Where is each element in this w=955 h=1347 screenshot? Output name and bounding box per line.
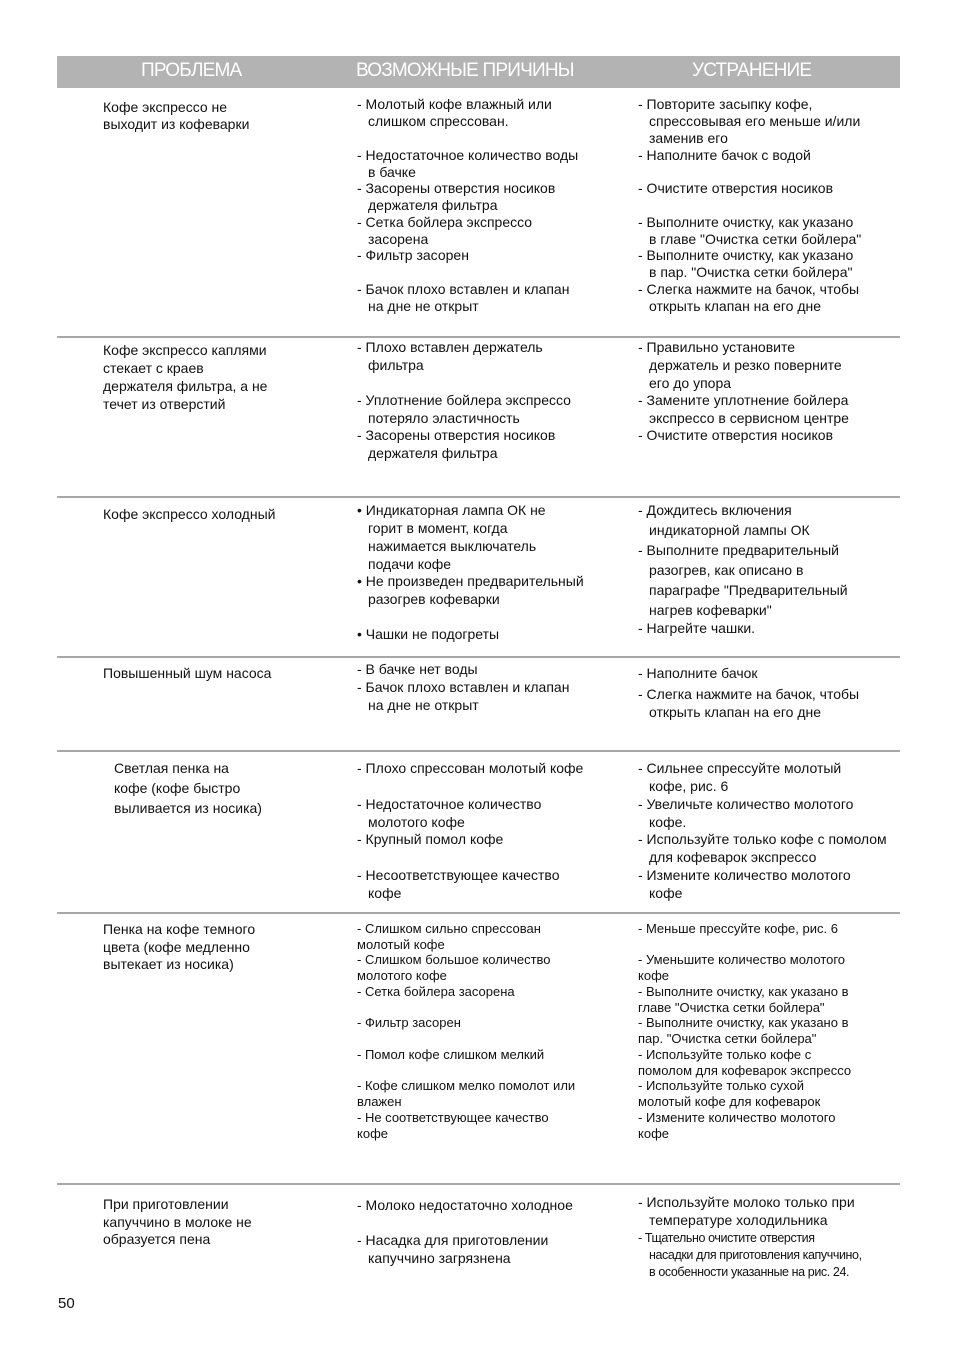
- problem-text: Кофе экспрессо холодный: [103, 506, 276, 522]
- remedy-item: - Измените количество молотого кофе: [638, 1110, 836, 1141]
- table-header: [57, 56, 900, 88]
- cause-item: - Засорены отверстия носиков держателя фильтра: [357, 180, 556, 213]
- cause-item: - Слишком сильно спрессован молотый кофе: [357, 921, 541, 952]
- remedy-item: - Выполните очистку, как указано в пар. "Очистка сетки бойлера": [638, 247, 854, 280]
- remedy-item: - Дождитесь включения индикаторной лампы ОК: [638, 502, 810, 538]
- cause-item: - Недостаточное количество молотого кофе: [357, 796, 542, 830]
- remedy-item: - Наполните бачок с водой: [638, 147, 811, 163]
- remedy-item: - Меньше прессуйте кофе, рис. 6: [638, 921, 838, 936]
- remedy-item: - Повторите засыпку кофе, спрессовывая его меньше и/или заменив его: [638, 96, 861, 146]
- page-number: 50: [58, 1295, 75, 1312]
- remedy-item: - Увеличьте количество молотого кофе.: [638, 796, 854, 830]
- cause-item: - Крупный помол кофе: [357, 831, 504, 847]
- cause-item: - Молотый кофе влажный или слишком спрессован.: [357, 96, 552, 129]
- row-divider: [57, 1183, 900, 1185]
- remedy-item: - Используйте молоко только при температуре холодильника: [638, 1194, 855, 1228]
- remedy-item: - Уменьшите количество молотого кофе: [638, 952, 846, 983]
- row-divider: [57, 656, 900, 658]
- cause-item: - Молоко недостаточно холодное: [357, 1197, 573, 1213]
- remedy-item: - Слегка нажмите на бачок, чтобы открыть клапан на его дне: [638, 686, 860, 720]
- remedy-item: - Сильнее спрессуйте молотый кофе, рис. 6: [638, 760, 842, 794]
- row-divider: [57, 912, 900, 914]
- remedy-item: - Замените уплотнение бойлера экспрессо в сервисном центре: [638, 392, 849, 426]
- cause-item: • Не произведен предварительный разогрев кофеварки: [357, 573, 584, 607]
- cause-item: - Кофе слишком мелко помолот или влажен: [357, 1078, 576, 1109]
- header-causes: ВОЗМОЖНЫЕ ПРИЧИНЫ: [356, 60, 574, 81]
- problem-text: При приготовлении капуччино в молоке не образуется пена: [103, 1196, 252, 1247]
- remedy-item: - Нагрейте чашки.: [638, 620, 756, 636]
- problem-text: Повышенный шум насоса: [103, 665, 272, 681]
- cause-item: - Помол кофе слишком мелкий: [357, 1047, 545, 1062]
- remedy-item: - Очистите отверстия носиков: [638, 427, 834, 443]
- cause-item: - Засорены отверстия носиков держателя фильтра: [357, 427, 556, 461]
- cause-item: - Фильтр засорен: [357, 247, 469, 263]
- cause-item: - Плохо спрессован молотый кофе: [357, 760, 584, 776]
- cause-item: - Фильтр засорен: [357, 1015, 461, 1030]
- remedy-item: - Используйте только сухой молотый кофе для кофеварок: [638, 1078, 821, 1109]
- cause-item: - Плохо вставлен держатель фильтра: [357, 339, 543, 373]
- row-divider: [57, 750, 900, 752]
- remedy-item: - Выполните очистку, как указано в главе "Очистка сетки бойлера": [638, 214, 862, 247]
- problem-text: Кофе экспрессо не выходит из кофеварки: [103, 99, 250, 132]
- cause-item: - Бачок плохо вставлен и клапан на дне не открыт: [357, 281, 570, 314]
- remedy-item: - Тщательно очистите отверстия насадки для приготовления капуччино, в особенности указанные на рис. 24.: [638, 1231, 862, 1279]
- header-problem: ПРОБЛЕМА: [141, 60, 242, 81]
- remedy-item: - Выполните предварительный разогрев, как описано в параграфе "Предварительный нагрев кофеварки": [638, 542, 848, 618]
- row-divider: [57, 496, 900, 498]
- cause-item: - Слишком большое количество молотого кофе: [357, 952, 551, 983]
- cause-item: - Недостаточное количество воды в бачке: [357, 147, 579, 180]
- header-remedy: УСТРАНЕНИЕ: [692, 60, 812, 81]
- problem-text: Кофе экспрессо каплями стекает с краев держателя фильтра, а не течет из отверстий: [103, 342, 268, 412]
- remedy-item: - Слегка нажмите на бачок, чтобы открыть клапан на его дне: [638, 281, 860, 314]
- cause-item: - Не соответствующее качество кофе: [357, 1110, 549, 1141]
- cause-item: - Сетка бойлера засорена: [357, 984, 515, 999]
- remedy-item: - Наполните бачок: [638, 665, 758, 681]
- remedy-item: - Выполните очистку, как указано в пар. "Очистка сетки бойлера": [638, 1015, 849, 1046]
- cause-item: - Сетка бойлера экспрессо засорена: [357, 214, 533, 247]
- remedy-item: - Выполните очистку, как указано в главе "Очистка сетки бойлера": [638, 984, 849, 1015]
- remedy-item: - Измените количество молотого кофе: [638, 867, 851, 901]
- remedy-item: - Используйте только кофе с помолом для кофеварок экспрессо: [638, 831, 887, 865]
- remedy-item: - Используйте только кофе с помолом для кофеварок экспрессо: [638, 1047, 852, 1078]
- cause-item: - В бачке нет воды: [357, 661, 478, 677]
- cause-item: - Бачок плохо вставлен и клапан на дне не открыт: [357, 679, 570, 713]
- cause-item: • Чашки не подогреты: [357, 626, 500, 642]
- remedy-item: - Правильно установите держатель и резко поверните его до упора: [638, 339, 842, 391]
- cause-item: - Несоответствующее качество кофе: [357, 867, 560, 901]
- remedy-item: - Очистите отверстия носиков: [638, 180, 834, 196]
- cause-item: - Насадка для приготовлении капуччино загрязнена: [357, 1232, 549, 1266]
- problem-text: Светлая пенка на кофе (кофе быстро выливается из носика): [114, 760, 262, 816]
- problem-text: Пенка на кофе темного цвета (кофе медленно вытекает из носика): [103, 921, 256, 972]
- cause-item: - Уплотнение бойлера экспрессо потеряло эластичность: [357, 392, 571, 426]
- cause-item: • Индикаторная лампа ОК не горит в момент, когда нажимается выключатель подачи кофе: [357, 502, 546, 572]
